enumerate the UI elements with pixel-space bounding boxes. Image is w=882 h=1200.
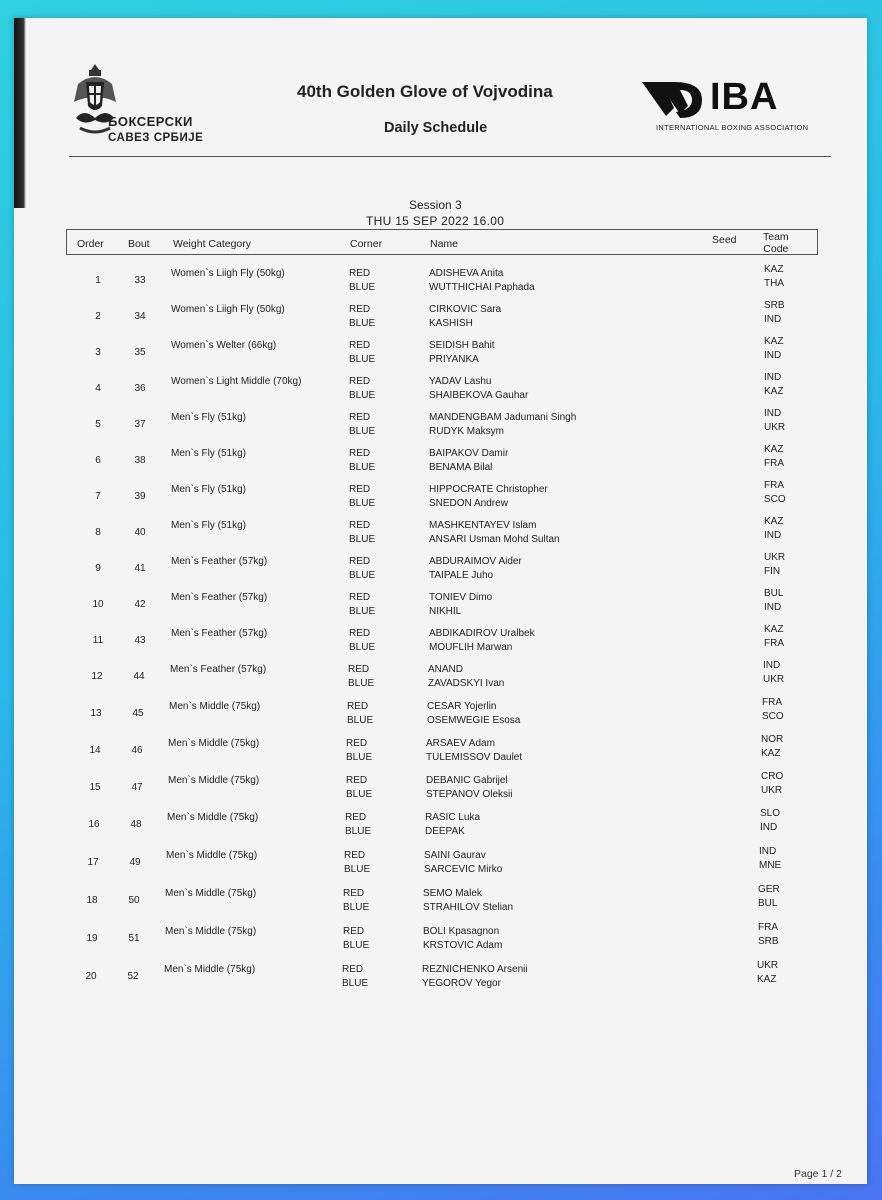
col-team-label: Team <box>763 231 789 243</box>
schedule-page <box>14 18 867 1184</box>
red-team-code: CRO <box>761 771 784 782</box>
blue-boxer-name: YEGOROV Yegor <box>422 978 501 989</box>
weight-category-cell: Men`s Middle (75kg) <box>168 738 260 749</box>
corner-red-cell: RED <box>344 850 366 861</box>
red-boxer-name: ARSAEV Adam <box>426 738 495 749</box>
red-boxer-name: YADAV Lashu <box>429 376 492 387</box>
blue-team-code: FRA <box>764 458 784 469</box>
bout-cell: 42 <box>134 599 146 610</box>
blue-team-code: IND <box>764 602 782 613</box>
order-cell: 17 <box>87 857 99 868</box>
order-cell: 13 <box>90 708 102 719</box>
blue-boxer-name: SHAIBEKOVA Gauhar <box>429 390 529 401</box>
order-cell: 10 <box>92 599 104 610</box>
bout-cell: 48 <box>130 819 142 830</box>
weight-category-cell: Women`s Liigh Fly (50kg) <box>171 268 285 279</box>
weight-category-cell: Women`s Light Middle (70kg) <box>171 376 302 387</box>
red-team-code: FRA <box>764 480 784 491</box>
red-team-code: BUL <box>764 588 784 599</box>
blue-team-code: KAZ <box>757 974 777 985</box>
weight-category-cell: Men`s Fly (51kg) <box>171 520 247 531</box>
order-cell: 16 <box>88 819 100 830</box>
blue-team-code: UKR <box>761 785 783 796</box>
red-team-code: KAZ <box>764 624 784 635</box>
weight-category-cell: Men`s Feather (57kg) <box>171 556 268 567</box>
red-team-code: KAZ <box>764 264 784 275</box>
blue-team-code: BUL <box>758 898 778 909</box>
blue-team-code: THA <box>764 278 784 289</box>
blue-team-code: IND <box>764 530 782 541</box>
corner-red-cell: RED <box>345 812 367 823</box>
blue-boxer-name: ZAVADSKYI Ivan <box>428 678 505 689</box>
red-team-code: FRA <box>762 697 782 708</box>
order-cell: 9 <box>95 563 101 574</box>
bout-cell: 47 <box>131 782 143 793</box>
bout-cell: 46 <box>131 745 143 756</box>
red-team-code: SLO <box>760 808 781 819</box>
red-team-code: NOR <box>761 734 784 745</box>
corner-blue-cell: BLUE <box>349 642 376 653</box>
blue-team-code: IND <box>764 314 782 325</box>
weight-category-cell: Men`s Middle (75kg) <box>165 888 257 899</box>
red-team-code: GER <box>758 884 780 895</box>
red-boxer-name: MANDENGBAM Jadumani Singh <box>429 412 577 423</box>
corner-red-cell: RED <box>342 964 364 975</box>
corner-blue-cell: BLUE <box>347 715 374 726</box>
red-boxer-name: RASIC Luka <box>425 812 481 823</box>
corner-blue-cell: BLUE <box>349 606 376 617</box>
weight-category-cell: Women`s Welter (66kg) <box>171 340 277 351</box>
corner-red-cell: RED <box>349 520 371 531</box>
red-boxer-name: HIPPOCRATE Christopher <box>429 484 548 495</box>
red-team-code: UKR <box>757 960 779 971</box>
table-row <box>14 480 867 514</box>
order-cell: 20 <box>85 971 97 982</box>
bout-cell: 52 <box>127 971 139 982</box>
order-cell: 12 <box>91 671 103 682</box>
header-divider <box>69 156 831 157</box>
corner-red-cell: RED <box>349 340 371 351</box>
col-name: Name <box>430 238 459 250</box>
table-row <box>14 264 867 298</box>
red-team-code: IND <box>759 846 777 857</box>
corner-blue-cell: BLUE <box>349 354 376 365</box>
corner-red-cell: RED <box>346 738 368 749</box>
corner-blue-cell: BLUE <box>343 902 370 913</box>
corner-red-cell: RED <box>349 376 371 387</box>
col-bout: Bout <box>128 238 150 250</box>
table-row <box>14 372 867 406</box>
table-row <box>14 300 867 334</box>
bout-cell: 33 <box>134 275 146 286</box>
corner-red-cell: RED <box>349 448 371 459</box>
weight-category-cell: Women`s Liigh Fly (50kg) <box>171 304 285 315</box>
table-row <box>14 624 867 658</box>
corner-blue-cell: BLUE <box>343 940 370 951</box>
order-cell: 4 <box>95 383 101 394</box>
red-boxer-name: TONIEV Dimo <box>429 592 493 603</box>
weight-category-cell: Men`s Feather (57kg) <box>171 592 268 603</box>
corner-red-cell: RED <box>349 412 371 423</box>
corner-blue-cell: BLUE <box>344 864 371 875</box>
red-boxer-name: SEIDISH Bahit <box>429 340 495 351</box>
blue-boxer-name: WUTTHICHAI Paphada <box>429 282 535 293</box>
col-order: Order <box>77 238 104 250</box>
blue-team-code: KAZ <box>761 748 781 759</box>
blue-boxer-name: SARCEVIC Mirko <box>424 864 503 875</box>
blue-boxer-name: STRAHILOV Stelian <box>423 902 514 913</box>
blue-boxer-name: SNEDON Andrew <box>429 498 508 509</box>
blue-boxer-name: NIKHIL <box>429 606 462 617</box>
red-boxer-name: ABDURAIMOV Aider <box>429 556 522 567</box>
blue-boxer-name: RUDYK Maksym <box>429 426 505 437</box>
red-boxer-name: ANAND <box>428 664 464 675</box>
table-row <box>14 884 867 918</box>
corner-blue-cell: BLUE <box>349 498 376 509</box>
corner-blue-cell: BLUE <box>349 534 376 545</box>
bout-cell: 41 <box>134 563 146 574</box>
table-row <box>14 922 867 956</box>
iba-logo <box>640 78 830 138</box>
corner-red-cell: RED <box>349 592 371 603</box>
blue-boxer-name: STEPANOV Oleksii <box>426 789 513 800</box>
document-title: 40th Golden Glove of Vojvodina <box>297 82 553 101</box>
corner-blue-cell: BLUE <box>349 318 376 329</box>
col-seed: Seed <box>712 234 737 246</box>
corner-red-cell: RED <box>349 268 371 279</box>
red-boxer-name: BAIPAKOV Damir <box>429 448 509 459</box>
blue-boxer-name: DEEPAK <box>425 826 465 837</box>
corner-blue-cell: BLUE <box>342 978 369 989</box>
red-boxer-name: CESAR Yojerlin <box>427 701 497 712</box>
iba-fullname: INTERNATIONAL BOXING ASSOCIATION <box>656 123 809 132</box>
weight-category-cell: Men`s Middle (75kg) <box>164 964 256 975</box>
corner-blue-cell: BLUE <box>349 570 376 581</box>
red-boxer-name: DEBANIC Gabrijel <box>426 775 508 786</box>
weight-category-cell: Men`s Fly (51kg) <box>171 484 247 495</box>
bout-cell: 51 <box>128 933 140 944</box>
session-label: Session 3 <box>409 198 462 212</box>
corner-red-cell: RED <box>348 664 370 675</box>
blue-boxer-name: MOUFLIH Marwan <box>429 642 513 653</box>
bout-cell: 37 <box>134 419 146 430</box>
federation-name-line2: САВЕЗ СРБИЈЕ <box>108 132 204 144</box>
bout-cell: 50 <box>128 895 140 906</box>
federation-logo <box>66 60 216 160</box>
corner-blue-cell: BLUE <box>346 789 373 800</box>
red-team-code: UKR <box>764 552 786 563</box>
red-boxer-name: MASHKENTAYEV Islam <box>429 520 537 531</box>
weight-category-cell: Men`s Feather (57kg) <box>171 628 268 639</box>
red-team-code: FRA <box>758 922 778 933</box>
weight-category-cell: Men`s Middle (75kg) <box>167 812 259 823</box>
weight-category-cell: Men`s Fly (51kg) <box>171 448 247 459</box>
red-team-code: KAZ <box>764 336 784 347</box>
iba-glove-icon <box>640 78 706 120</box>
table-row <box>14 734 867 768</box>
table-row <box>14 336 867 370</box>
red-boxer-name: ABDIKADIROV Uralbek <box>429 628 535 639</box>
order-cell: 15 <box>89 782 101 793</box>
order-cell: 5 <box>95 419 101 430</box>
table-row <box>14 516 867 550</box>
blue-boxer-name: KASHISH <box>429 318 473 329</box>
order-cell: 14 <box>89 745 101 756</box>
blue-team-code: MNE <box>759 860 782 871</box>
order-cell: 11 <box>92 635 104 646</box>
corner-red-cell: RED <box>349 484 371 495</box>
blue-team-code: UKR <box>763 674 785 685</box>
corner-blue-cell: BLUE <box>348 678 375 689</box>
corner-red-cell: RED <box>349 628 371 639</box>
blue-team-code: SCO <box>762 711 784 722</box>
blue-boxer-name: OSEMWEGIE Esosa <box>427 715 521 726</box>
red-boxer-name: REZNICHENKO Arsenii <box>422 964 528 975</box>
order-cell: 1 <box>95 275 101 286</box>
page-number: Page 1 / 2 <box>794 1168 842 1180</box>
red-team-code: IND <box>764 372 782 383</box>
red-team-code: IND <box>763 660 781 671</box>
corner-blue-cell: BLUE <box>349 462 376 473</box>
blue-team-code: IND <box>764 350 782 361</box>
blue-boxer-name: BENAMA Bilal <box>429 462 493 473</box>
red-team-code: KAZ <box>764 516 784 527</box>
blue-boxer-name: KRSTOVIC Adam <box>423 940 503 951</box>
corner-blue-cell: BLUE <box>349 390 376 401</box>
table-row <box>14 408 867 442</box>
table-header <box>66 229 818 255</box>
red-boxer-name: CIRKOVIC Sara <box>429 304 502 315</box>
blue-team-code: IND <box>760 822 778 833</box>
corner-red-cell: RED <box>349 304 371 315</box>
col-team-code <box>763 231 789 255</box>
document-subtitle: Daily Schedule <box>384 120 488 136</box>
blue-boxer-name: PRIYANKA <box>429 354 479 365</box>
corner-red-cell: RED <box>343 926 365 937</box>
corner-red-cell: RED <box>347 701 369 712</box>
order-cell: 18 <box>86 895 98 906</box>
red-team-code: SRB <box>764 300 785 311</box>
blue-team-code: UKR <box>764 422 786 433</box>
order-cell: 8 <box>95 527 101 538</box>
col-code-label: Code <box>763 243 789 255</box>
weight-category-cell: Men`s Middle (75kg) <box>168 775 260 786</box>
weight-category-cell: Men`s Feather (57kg) <box>170 664 267 675</box>
bout-cell: 34 <box>134 311 146 322</box>
corner-red-cell: RED <box>343 888 365 899</box>
table-row <box>14 697 867 731</box>
blue-team-code: SCO <box>764 494 786 505</box>
blue-boxer-name: TAIPALE Juho <box>429 570 494 581</box>
red-team-code: KAZ <box>764 444 784 455</box>
red-boxer-name: ADISHEVA Anita <box>429 268 504 279</box>
weight-category-cell: Men`s Middle (75kg) <box>166 850 258 861</box>
bout-cell: 39 <box>134 491 146 502</box>
corner-red-cell: RED <box>346 775 368 786</box>
table-row <box>14 846 867 880</box>
iba-wordmark: IBA <box>710 76 779 118</box>
col-corner: Corner <box>350 238 383 250</box>
blue-team-code: FRA <box>764 638 784 649</box>
order-cell: 7 <box>95 491 101 502</box>
blue-boxer-name: ANSARI Usman Mohd Sultan <box>429 534 560 545</box>
blue-team-code: FIN <box>764 566 781 577</box>
table-row <box>14 444 867 478</box>
bout-cell: 45 <box>132 708 144 719</box>
bout-cell: 43 <box>134 635 146 646</box>
bout-cell: 35 <box>134 347 146 358</box>
table-row <box>14 552 867 586</box>
photo-shadow <box>14 18 26 208</box>
bout-cell: 38 <box>134 455 146 466</box>
weight-category-cell: Men`s Middle (75kg) <box>169 701 261 712</box>
bout-cell: 36 <box>134 383 146 394</box>
order-cell: 6 <box>95 455 101 466</box>
table-row <box>14 808 867 842</box>
bout-cell: 40 <box>134 527 146 538</box>
order-cell: 2 <box>95 311 101 322</box>
blue-team-code: SRB <box>758 936 779 947</box>
table-row <box>14 771 867 805</box>
red-boxer-name: BOLI Kpasagnon <box>423 926 500 937</box>
session-datetime: THU 15 SEP 2022 16.00 <box>366 214 505 228</box>
col-weight-category: Weight Category <box>173 238 252 250</box>
order-cell: 3 <box>95 347 101 358</box>
corner-blue-cell: BLUE <box>349 282 376 293</box>
table-row <box>14 960 867 994</box>
order-cell: 19 <box>86 933 98 944</box>
red-team-code: IND <box>764 408 782 419</box>
corner-blue-cell: BLUE <box>346 752 373 763</box>
red-boxer-name: SEMO Malek <box>423 888 482 899</box>
weight-category-cell: Men`s Middle (75kg) <box>165 926 257 937</box>
blue-boxer-name: TULEMISSOV Daulet <box>426 752 523 763</box>
red-boxer-name: SAINI Gaurav <box>424 850 486 861</box>
blue-team-code: KAZ <box>764 386 784 397</box>
federation-name-line1: БОКСЕРСКИ <box>108 114 193 129</box>
corner-blue-cell: BLUE <box>345 826 372 837</box>
table-row <box>14 660 867 694</box>
bout-cell: 44 <box>133 671 145 682</box>
bout-cell: 49 <box>129 857 141 868</box>
corner-red-cell: RED <box>349 556 371 567</box>
table-row <box>14 588 867 622</box>
weight-category-cell: Men`s Fly (51kg) <box>171 412 247 423</box>
corner-blue-cell: BLUE <box>349 426 376 437</box>
